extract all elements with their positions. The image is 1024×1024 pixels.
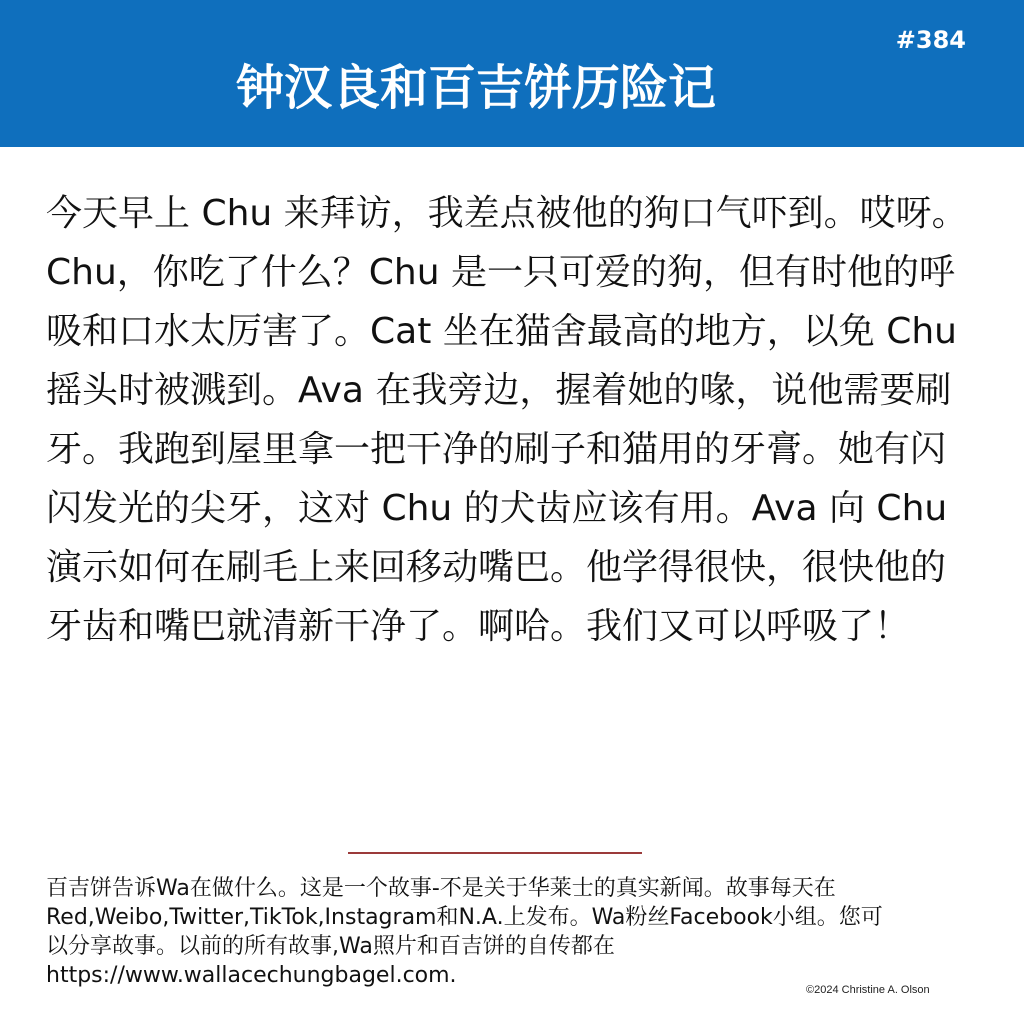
footer-note-line: 百吉饼告诉Wa在做什么。这是一个故事-不是关于华莱士的真实新闻。故事每天在: [46, 876, 836, 901]
episode-number: #384: [895, 26, 966, 54]
footer-note: [46, 874, 976, 990]
header-banner: [0, 0, 1024, 147]
website-link[interactable]: https://www.wallacechungbagel.com.: [46, 963, 457, 988]
copyright-notice: ©2024 Christine A. Olson: [806, 984, 930, 996]
divider-line: [348, 852, 642, 854]
page-title: 钟汉良和百吉饼历险记: [235, 60, 716, 116]
footer-note-line: Red,Weibo,Twitter,TikTok,Instagram和N.A.上发布。Wa粉丝Facebook小组。您可: [46, 905, 883, 930]
footer-note-line: 以分享故事。以前的所有故事,Wa照片和百吉饼的自传都在: [46, 934, 615, 959]
story-text: 今天早上 Chu 来拜访，我差点被他的狗口气吓到。哎呀。Chu，你吃了什么？Chu 是一只可爱的狗，但有时他的呼吸和口水太厉害了。Cat 坐在猫舍最高的地方，以免 Chu 摇头时被溅到。Ava 在我旁边，握着她的喙，说他需要刷牙。我跑到屋里拿一把干净的刷子和猫用的牙膏。她有闪闪发光的尖牙，这对 Chu 的犬齿应该有用。Ava 向 Chu 演示如何在刷毛上来回移动嘴巴。他学得很快，很快他的牙齿和嘴巴就清新干净了。啊哈。我们又可以呼吸了！: [46, 193, 968, 647]
